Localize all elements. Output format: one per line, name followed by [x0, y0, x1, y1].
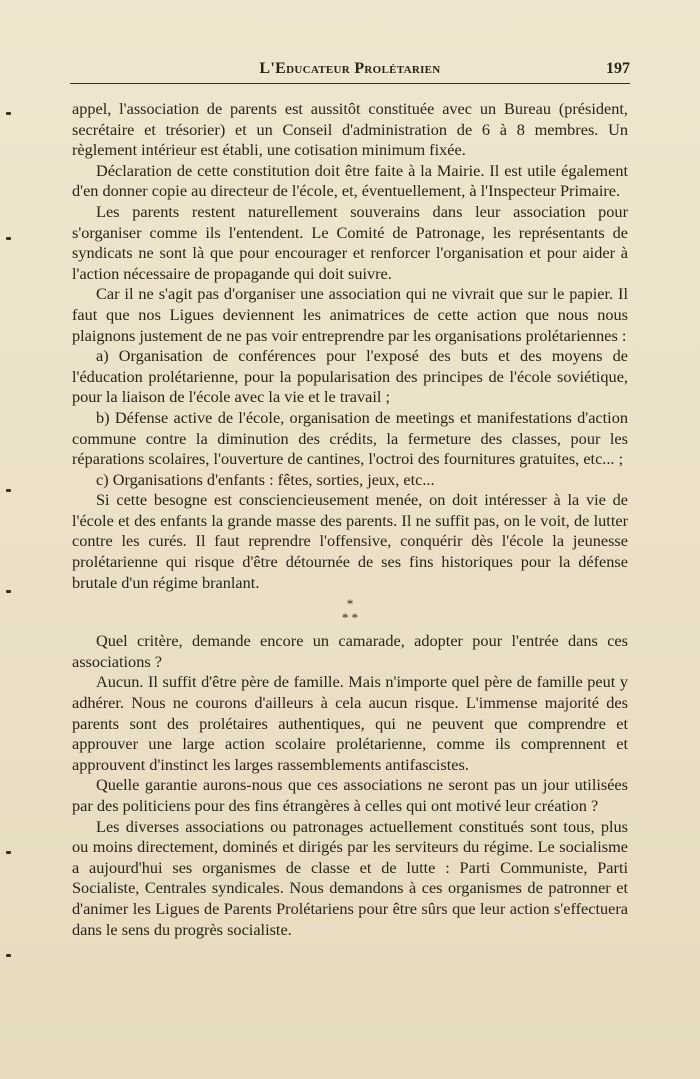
- header-rule: [70, 83, 630, 84]
- section-separator: * * *: [341, 596, 359, 626]
- list-item-c: c) Organisations d'enfants : fêtes, sorties, jeux, etc...: [96, 469, 435, 489]
- list-item-a: a) Organisation de conférences pour l'exposé des buts et des moyens de l'éducation prolétarienne, pour la popularisation des principes de l'école soviétique, pour la liaison de l'école avec la vie et le travail ;: [72, 346, 628, 407]
- article-body: [72, 99, 628, 940]
- page-header: [70, 58, 630, 84]
- list-item-b: b) Défense active de l'école, organisation de meetings et manifestations d'action commune contre la diminution des crédits, la fermeture des classes, pour les réparations scolaires, l'ouverture de cantines, l'octroi des fournitures gratuites, etc... ;: [72, 407, 628, 469]
- binding-mark: [6, 954, 11, 957]
- binding-mark: [6, 489, 11, 492]
- paragraph: Les diverses associations ou patronages actuellement constitués sont tous, plus ou moins directement, dominés et dirigés par les serviteurs du régime. Le socialisme a aujourd'hui ses organismes de classe et de lutte : Parti Communiste, Parti Socialiste, Centrales syndicales. Nous demandons à ces organismes de patronner et d'animer les Ligues de Parents Prolétariens pour être sûrs que leur action s'effectuera dans le sens du progrès socialiste.: [72, 816, 628, 939]
- paragraph: appel, l'association de parents est aussitôt constituée avec un Bureau (président, secrétaire et trésorier) et un Conseil d'administration de 6 à 8 membres. Un règlement intérieur est établi, une cotisation minimum fixée.: [72, 99, 628, 160]
- page-number: 197: [606, 60, 630, 77]
- paragraph: Les parents restent naturellement souverains dans leur association pour s'organiser comme ils l'entendent. Le Comité de Patronage, les représentants de syndicats ne sont là que pour encourager et renforcer l'organisation et pour aider à l'action nécessaire de propagande qui doit suivre.: [72, 201, 628, 283]
- binding-mark: [6, 237, 11, 240]
- paragraph: Car il ne s'agit pas d'organiser une association qui ne vivrait que sur le papier. Il faut que nos Ligues deviennent les animatrices de cette action que nous nous plaignons justement de ne pas voir entreprendre par les organisations prolétariennes :: [72, 284, 628, 345]
- paragraph: Quel critère, demande encore un camarade, adopter pour l'entrée dans ces associations ?: [72, 631, 628, 671]
- binding-mark: [6, 590, 11, 593]
- paragraph: Si cette besogne est consciencieusement menée, on doit intéresser à la vie de l'école et des enfants la grande masse des parents. Il ne suffit pas, on le voit, de lutter contre les curés. Il faut reprendre l'offensive, conquérir dès l'école la jeunesse prolétarienne qui risque d'être détournée de ses fins historiques pour la défense brutale d'un régime branlant.: [72, 490, 628, 592]
- paragraph: Quelle garantie aurons-nous que ces associations ne seront pas un jour utilisées par des politiciens pour des fins étrangères à celles qui ont motivé leur création ?: [72, 775, 628, 815]
- running-title: L'Educateur Prolétarien: [259, 60, 441, 77]
- paragraph: Déclaration de cette constitution doit être faite à la Mairie. Il est utile également d'en donner copie au directeur de l'école, et, éventuellement, à l'Inspecteur Primaire.: [72, 160, 628, 201]
- binding-mark: [6, 851, 11, 854]
- paragraph: Aucun. Il suffit d'être père de famille. Mais n'importe quel père de famille peut y adhérer. Nous ne courons d'ailleurs à cela aucun risque. L'immense majorité des parents sont des prolétaires authentiques, qui ne peuvent que comprendre et approuver une large action scolaire prolétarienne, comme ils comprennent et approuvent d'instinct les larges rassemblements antifascistes.: [72, 672, 628, 774]
- binding-mark: [6, 112, 11, 115]
